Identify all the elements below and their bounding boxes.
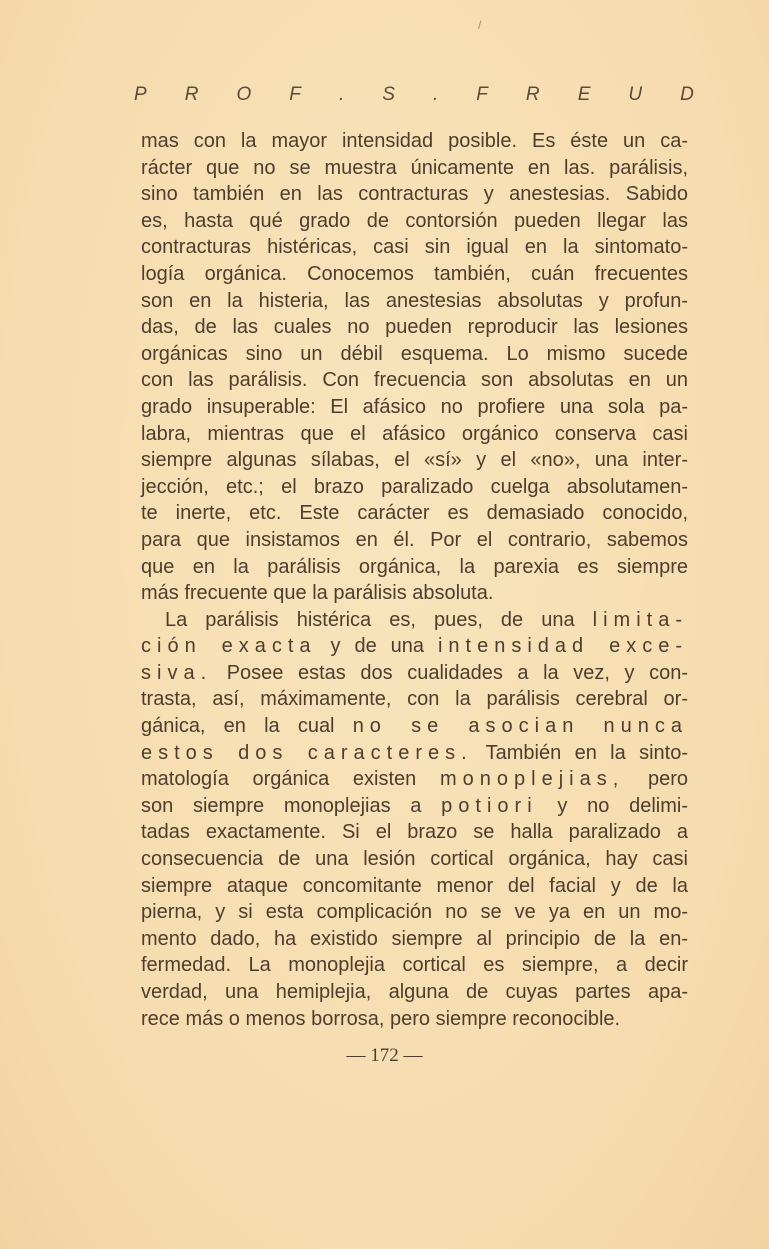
text-line: das, de las cuales no pueden reproducir las lesiones (141, 316, 688, 339)
text-span: y de una (316, 635, 438, 658)
text-line (141, 713, 688, 740)
paragraph-2-continued (141, 819, 688, 1032)
spaced-emphasis: no se asocian nunca (352, 715, 688, 738)
text-span: y no delimi- (537, 794, 688, 817)
text-line (141, 607, 688, 634)
text-line: es, hasta qué grado de contorsión pueden llegar las (141, 209, 688, 232)
pencil-mark: / (478, 18, 482, 32)
text-line: más frecuente que la parálisis absoluta. (141, 582, 494, 605)
text-span: gánica, en la cual (141, 715, 353, 738)
spaced-emphasis: siva. (141, 661, 213, 684)
running-head-letter: . (432, 84, 439, 105)
running-head-letter: U (628, 84, 643, 105)
spaced-emphasis: potiori (441, 794, 538, 817)
text-line: siempre algunas sílabas, el «sí» y el «no», una inter- (141, 449, 688, 472)
text-line: fermedad. La monoplejia cortical es siempre, a decir (141, 954, 688, 977)
running-head-letter: F (476, 84, 488, 105)
text-line: mas con la mayor intensidad posible. Es éste un ca- (141, 130, 688, 152)
text-line: mento dado, ha existido siempre al principio de la en- (141, 927, 688, 950)
text-line: siempre ataque concomitante menor del facial y de la (141, 874, 688, 897)
text-line: orgánicas sino un débil esquema. Lo mismo sucede (141, 342, 688, 365)
page-number: — 172 — (346, 1045, 423, 1066)
running-head-letter: D (680, 84, 694, 105)
spaced-emphasis: ción exacta (141, 635, 317, 658)
running-head-letter: P (134, 84, 147, 105)
paragraph-1 (141, 128, 688, 607)
text-span: Posee estas dos cualidades a la vez, y con- (212, 661, 688, 684)
text-line: pierna, y si esta complicación no se ve ya en un mo- (141, 901, 688, 924)
text-line: jección, etc.; el brazo paralizado cuelga absolutamen- (141, 475, 688, 498)
text-span: son siempre monoplejias a (141, 794, 442, 817)
running-head-letter: E (577, 84, 591, 105)
text-line: sino también en las contracturas y anestesias. Sabido (141, 183, 688, 206)
text-span: La parálisis histérica es, pues, de una (165, 608, 593, 631)
running-head-letter: S (382, 84, 395, 105)
running-head-letter: R (525, 84, 540, 105)
text-line: labra, mientras que el afásico orgánico conserva casi (141, 422, 688, 445)
running-head (134, 84, 694, 106)
text-line: con las parálisis. Con frecuencia son absolutas en un (141, 369, 688, 392)
text-line: rácter que no se muestra únicamente en las. parálisis, (141, 156, 688, 179)
running-head-letter: F (289, 84, 301, 105)
text-line (141, 793, 688, 820)
spaced-emphasis: limita- (592, 608, 688, 631)
text-span: matología orgánica existen (141, 768, 440, 791)
text-line: grado insuperable: El afásico no profiere una sola pa- (141, 395, 688, 418)
text-line: trasta, así, máximamente, con la parálisis cerebral or- (141, 688, 688, 711)
spaced-emphasis: monoplejias, (439, 768, 625, 791)
text-line (141, 740, 688, 767)
text-span: También en la sinto- (472, 741, 688, 764)
text-line: para que insistamos en él. Por el contrario, sabemos (141, 528, 688, 551)
text-line (141, 766, 688, 793)
spaced-emphasis: estos dos caracteres. (141, 741, 473, 764)
spaced-emphasis: intensidad exce- (437, 635, 689, 658)
text-line: consecuencia de una lesión cortical orgánica, hay casi (141, 848, 688, 871)
paragraph-2 (141, 607, 688, 1033)
text-line: que en la parálisis orgánica, la parexia es siempre (141, 555, 688, 578)
text-line: son en la histeria, las anestesias absolutas y profun- (141, 289, 688, 312)
running-head-letter: R (184, 84, 199, 105)
text-line: rece más o menos borrosa, pero siempre reconocible. (141, 1007, 621, 1030)
text-line (141, 633, 688, 660)
text-span: pero (624, 768, 688, 791)
running-head-letter: . (338, 84, 345, 105)
body-text (141, 128, 688, 1032)
text-line: tadas exactamente. Si el brazo se halla paralizado a (141, 821, 688, 844)
text-line: te inerte, etc. Este carácter es demasiado conocido, (141, 502, 688, 525)
text-line: logía orgánica. Conocemos también, cuán frecuentes (141, 262, 688, 285)
text-line (141, 660, 688, 687)
text-line: contracturas histéricas, casi sin igual en la sintomato- (141, 236, 688, 259)
text-line: verdad, una hemiplejia, alguna de cuyas partes apa- (141, 981, 688, 1003)
running-head-letter: O (236, 84, 252, 105)
